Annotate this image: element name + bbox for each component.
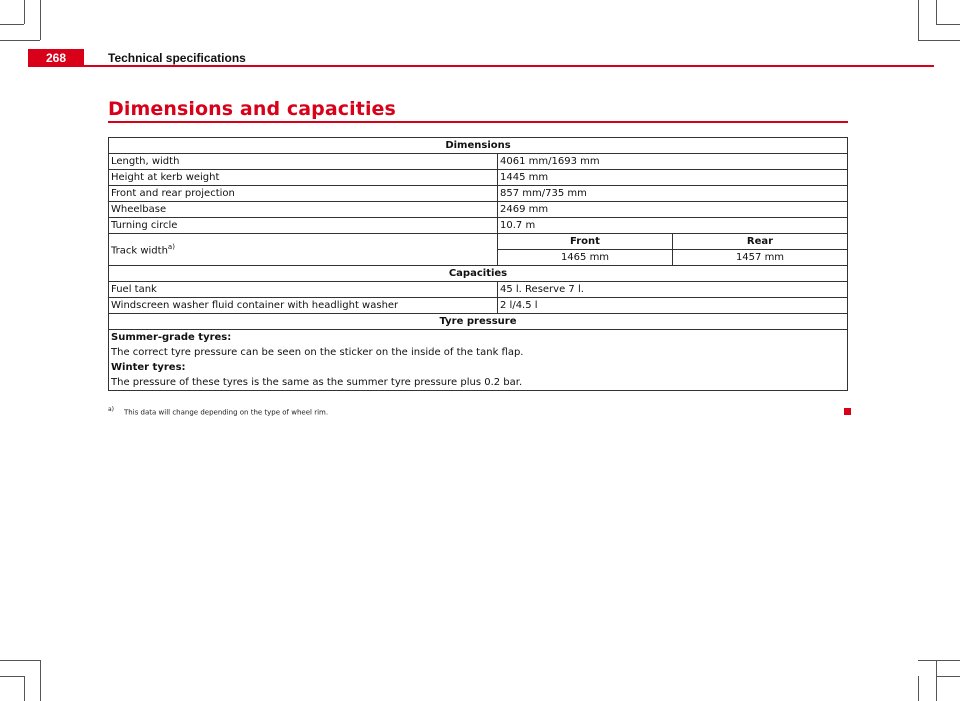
crop-mark	[936, 24, 960, 25]
table-row	[109, 202, 848, 218]
crop-mark	[918, 676, 919, 701]
dimensions-heading: Dimensions	[109, 138, 848, 154]
row-label: Height at kerb weight	[109, 170, 498, 186]
page-number: 268	[28, 49, 84, 67]
track-front-value: 1465 mm	[498, 250, 673, 266]
row-value: 45 l. Reserve 7 l.	[498, 282, 848, 298]
section-end-marker	[844, 408, 851, 415]
section-title: Dimensions and capacities	[108, 98, 396, 120]
chapter-title: Technical specifications	[108, 51, 246, 65]
table-row	[109, 138, 848, 154]
header-rule	[84, 65, 934, 67]
row-value: 1445 mm	[498, 170, 848, 186]
row-value: 857 mm/735 mm	[498, 186, 848, 202]
crop-mark	[0, 660, 40, 661]
track-front-heading: Front	[498, 234, 673, 250]
track-width-label	[109, 234, 498, 266]
summer-tyres-text: The correct tyre pressure can be seen on the sticker on the inside of the tank flap.	[111, 347, 524, 358]
row-value: 2 l/4.5 l	[498, 298, 848, 314]
table-row	[109, 282, 848, 298]
crop-mark	[40, 0, 41, 40]
track-rear-value: 1457 mm	[673, 250, 848, 266]
table-row	[109, 234, 848, 250]
crop-mark	[0, 676, 24, 677]
track-width-text: Track width	[111, 245, 168, 257]
crop-mark	[0, 40, 40, 41]
row-label: Fuel tank	[109, 282, 498, 298]
crop-mark	[40, 660, 41, 701]
winter-tyres-heading: Winter tyres:	[111, 362, 186, 373]
crop-mark	[24, 676, 25, 701]
table-row	[109, 266, 848, 282]
crop-mark	[24, 0, 25, 24]
row-label: Wheelbase	[109, 202, 498, 218]
table-row	[109, 170, 848, 186]
page-header	[28, 49, 934, 67]
specifications-table	[108, 137, 848, 391]
track-rear-heading: Rear	[673, 234, 848, 250]
table-row	[109, 330, 848, 391]
footnote-text: This data will change depending on the type of wheel rim.	[124, 408, 329, 417]
crop-mark	[918, 660, 960, 661]
row-value: 4061 mm/1693 mm	[498, 154, 848, 170]
capacities-heading: Capacities	[109, 266, 848, 282]
summer-tyres-heading: Summer-grade tyres:	[111, 332, 232, 343]
winter-tyres-text: The pressure of these tyres is the same as the summer tyre pressure plus 0.2 bar.	[111, 377, 523, 388]
footnote	[108, 406, 328, 416]
crop-mark	[936, 660, 937, 701]
row-label: Turning circle	[109, 218, 498, 234]
crop-mark	[918, 40, 960, 41]
crop-mark	[0, 24, 24, 25]
row-label: Windscreen washer fluid container with headlight washer	[109, 298, 498, 314]
table-row	[109, 298, 848, 314]
footnote-marker: a)	[167, 243, 175, 252]
tyre-pressure-heading: Tyre pressure	[109, 314, 848, 330]
row-label: Length, width	[109, 154, 498, 170]
row-value: 2469 mm	[498, 202, 848, 218]
table-row	[109, 314, 848, 330]
row-value: 10.7 m	[498, 218, 848, 234]
tyre-pressure-info	[109, 330, 848, 391]
row-label: Front and rear projection	[109, 186, 498, 202]
table-row	[109, 218, 848, 234]
footnote-marker: a)	[108, 406, 115, 413]
table-row	[109, 186, 848, 202]
crop-mark	[936, 676, 960, 677]
section-rule	[108, 121, 848, 123]
crop-mark	[918, 0, 919, 40]
crop-mark	[936, 0, 937, 24]
table-row	[109, 154, 848, 170]
